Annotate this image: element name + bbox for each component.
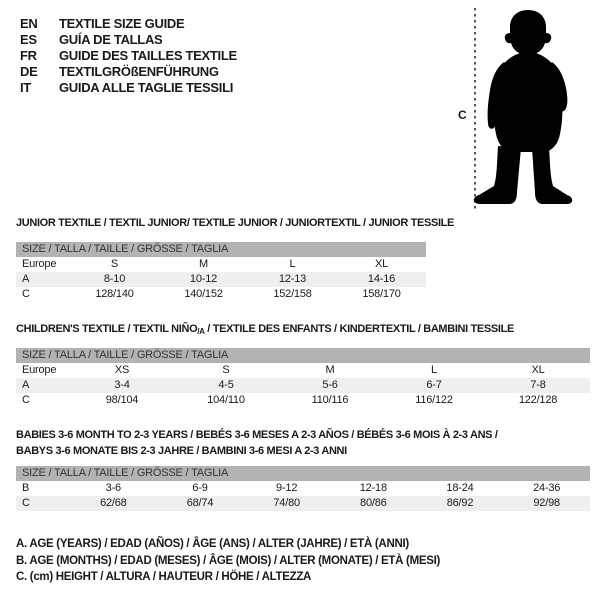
table-cell: 5-6 bbox=[322, 379, 338, 391]
table-cell: 3-4 bbox=[114, 379, 130, 391]
note-c: C. (cm) HEIGHT / ALTURA / HAUTEUR / HÖHE / ALTEZZA bbox=[16, 571, 312, 583]
table-cell: 8-10 bbox=[103, 273, 126, 285]
table-cell: 140/152 bbox=[184, 288, 223, 300]
toddler-silhouette bbox=[450, 0, 600, 215]
children-heading-subscript: /A bbox=[197, 327, 205, 336]
table-cell: 110/116 bbox=[311, 394, 349, 406]
size-header-bar: SIZE / TALLA / TAILLE / GRÖSSE / TAGLIA bbox=[16, 466, 590, 481]
legend-notes bbox=[16, 536, 440, 586]
figure-area bbox=[450, 0, 600, 215]
table-cell: L bbox=[431, 364, 437, 376]
table-row-c bbox=[16, 287, 426, 302]
children-heading-part: CHILDREN'S TEXTILE / TEXTIL NIÑO bbox=[16, 323, 198, 335]
table-cell: 3-6 bbox=[105, 482, 121, 494]
table-cell: 86/92 bbox=[446, 497, 474, 509]
table-cell: S bbox=[222, 364, 230, 376]
table-row-c bbox=[16, 496, 590, 511]
row-label: C bbox=[22, 497, 30, 509]
table-cell: M bbox=[199, 258, 208, 270]
table-row-europe bbox=[16, 363, 590, 378]
table-row-a bbox=[16, 272, 426, 287]
note-b: B. AGE (MONTHS) / EDAD (MESES) / ÂGE (MOIS) / ALTER (MONATE) / ETÀ (MESI) bbox=[16, 554, 441, 567]
language-code: DE bbox=[20, 64, 38, 79]
table-cell: 7-8 bbox=[530, 379, 546, 391]
junior-size-table bbox=[16, 242, 426, 302]
row-label: Europe bbox=[22, 364, 57, 376]
children-size-table bbox=[16, 348, 590, 408]
table-cell: 12-18 bbox=[359, 482, 387, 494]
table-cell: 116/122 bbox=[415, 394, 453, 406]
language-code: IT bbox=[20, 80, 31, 95]
table-cell: 14-16 bbox=[367, 273, 396, 285]
table-cell: 9-12 bbox=[276, 482, 298, 494]
table-cell: XL bbox=[374, 258, 389, 270]
table-cell: 152/158 bbox=[273, 288, 312, 300]
row-label: C bbox=[22, 394, 30, 406]
table-cell: XL bbox=[531, 364, 545, 376]
table-cell: 80/86 bbox=[360, 497, 387, 509]
children-section-heading bbox=[16, 323, 514, 336]
language-row bbox=[20, 48, 237, 64]
junior-section-heading: JUNIOR TEXTILE / TEXTIL JUNIOR/ TEXTILE JUNIOR / JUNIORTEXTIL / JUNIOR TESSILE bbox=[16, 217, 455, 229]
table-cell: XS bbox=[114, 364, 130, 376]
row-label: B bbox=[22, 482, 30, 494]
note-a: A. AGE (YEARS) / EDAD (AÑOS) / ÂGE (ANS) / ALTER (JAHRE) / ETÀ (ANNI) bbox=[16, 538, 409, 550]
row-label: Europe bbox=[22, 258, 57, 270]
language-code: EN bbox=[20, 16, 38, 31]
language-title: TEXTILGRÖßENFÜHRUNG bbox=[59, 64, 219, 79]
row-label: A bbox=[22, 379, 30, 391]
table-cell: 6-9 bbox=[192, 482, 208, 494]
table-cell: 10-12 bbox=[189, 273, 218, 285]
table-row-b bbox=[16, 481, 590, 496]
table-cell: 24-36 bbox=[533, 482, 561, 494]
table-cell: 122/128 bbox=[518, 394, 558, 406]
table-cell: 6-7 bbox=[426, 379, 442, 391]
language-code: FR bbox=[20, 48, 37, 63]
language-code: ES bbox=[20, 32, 37, 47]
language-row bbox=[20, 80, 237, 96]
table-cell: L bbox=[289, 258, 296, 270]
table-cell: 74/80 bbox=[273, 497, 300, 509]
babies-heading-line1: BABIES 3-6 MONTH TO 2-3 YEARS / BEBÉS 3-6 MESES A 2-3 AÑOS / BÉBÉS 3-6 MOIS À 2-3 ANS / bbox=[16, 429, 498, 441]
table-cell: 104/110 bbox=[207, 394, 245, 406]
size-header-bar: SIZE / TALLA / TAILLE / GRÖSSE / TAGLIA bbox=[16, 242, 426, 257]
language-title: GUÍA DE TALLAS bbox=[59, 32, 163, 47]
babies-heading-line2: BABYS 3-6 MONATE BIS 2-3 JAHRE / BAMBINI 3-6 MESI A 2-3 ANNI bbox=[16, 445, 347, 457]
language-title: GUIDA ALLE TAGLIE TESSILI bbox=[59, 80, 234, 95]
table-cell: 98/104 bbox=[105, 394, 139, 406]
table-row-europe bbox=[16, 257, 426, 272]
table-cell: 128/140 bbox=[95, 288, 134, 300]
size-header-bar: SIZE / TALLA / TAILLE / GRÖSSE / TAGLIA bbox=[16, 348, 590, 363]
table-cell: S bbox=[110, 258, 119, 270]
table-cell: 12-13 bbox=[278, 273, 307, 285]
language-row bbox=[20, 16, 237, 32]
table-row-a bbox=[16, 378, 590, 393]
babies-size-table bbox=[16, 466, 590, 511]
row-label: A bbox=[22, 273, 30, 285]
language-row bbox=[20, 32, 237, 48]
table-cell: 18-24 bbox=[446, 482, 474, 494]
table-cell: 4-5 bbox=[218, 379, 234, 391]
table-cell: 158/170 bbox=[362, 288, 401, 300]
height-measure-label: C bbox=[458, 108, 467, 122]
table-cell: 68/74 bbox=[186, 497, 214, 509]
children-heading-part: / TEXTILE DES ENFANTS / KINDERTEXTIL / BAMBINI TESSILE bbox=[204, 323, 514, 335]
table-cell: 62/68 bbox=[100, 497, 127, 509]
table-row-c bbox=[16, 393, 590, 408]
language-list bbox=[20, 16, 237, 96]
table-cell: 92/98 bbox=[533, 497, 560, 509]
language-title: TEXTILE SIZE GUIDE bbox=[59, 16, 185, 31]
row-label: C bbox=[22, 288, 30, 300]
table-cell: M bbox=[325, 364, 335, 376]
language-title: GUIDE DES TAILLES TEXTILE bbox=[59, 48, 237, 63]
language-row bbox=[20, 64, 237, 80]
babies-section-heading bbox=[16, 427, 498, 459]
